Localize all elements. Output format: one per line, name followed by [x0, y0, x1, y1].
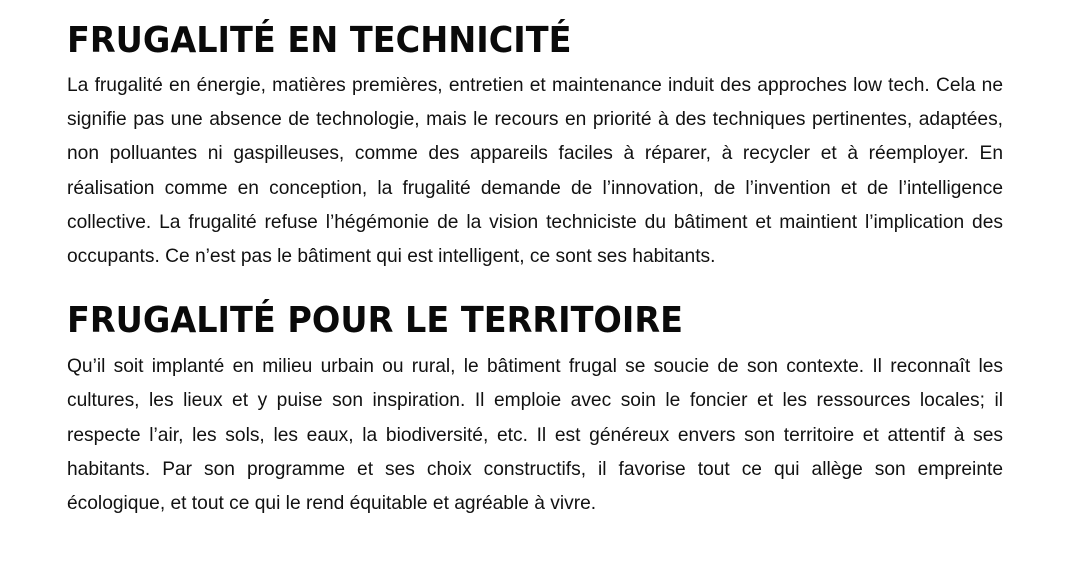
document-page	[67, 16, 1003, 521]
section-title: FRUGALITÉ EN TECHNICITÉ	[67, 20, 572, 61]
section-paragraph: La frugalité en énergie, matières premières, entretien et maintenance induit des approches low tech. Cela ne signifie pas une absence de technologie, mais le recours en priorité à des techniques pertinentes, adaptées, non polluantes ni gaspilleuses, comme des appareils faciles à réparer, à recycler et à réemployer. En réalisation comme en conception, la frugalité demande de l’innovation, de l’invention et de l’intelligence collective. La frugalité refuse l’hégémonie de la vision techniciste du bâtiment et maintient l’implication des occupants. Ce n’est pas le bâtiment qui est intelligent, ce sont ses habitants.	[67, 75, 1003, 268]
section-territoire	[67, 296, 1003, 521]
section-technicite	[67, 16, 1003, 274]
section-paragraph: Qu’il soit implanté en milieu urbain ou rural, le bâtiment frugal se soucie de son contexte. Il reconnaît les cultures, les lieux et y puise son inspiration. Il emploie avec soin le foncier et les ressources locales; il respecte l’air, les sols, les eaux, la biodiversité, etc. Il est généreux envers son territoire et attentif à ses habitants. Par son programme et ses choix constructifs, il favorise tout ce qui allège son empreinte écologique, et tout ce qui le rend équitable et agréable à vivre.	[67, 356, 1003, 515]
section-title: FRUGALITÉ POUR LE TERRITOIRE	[67, 300, 684, 342]
